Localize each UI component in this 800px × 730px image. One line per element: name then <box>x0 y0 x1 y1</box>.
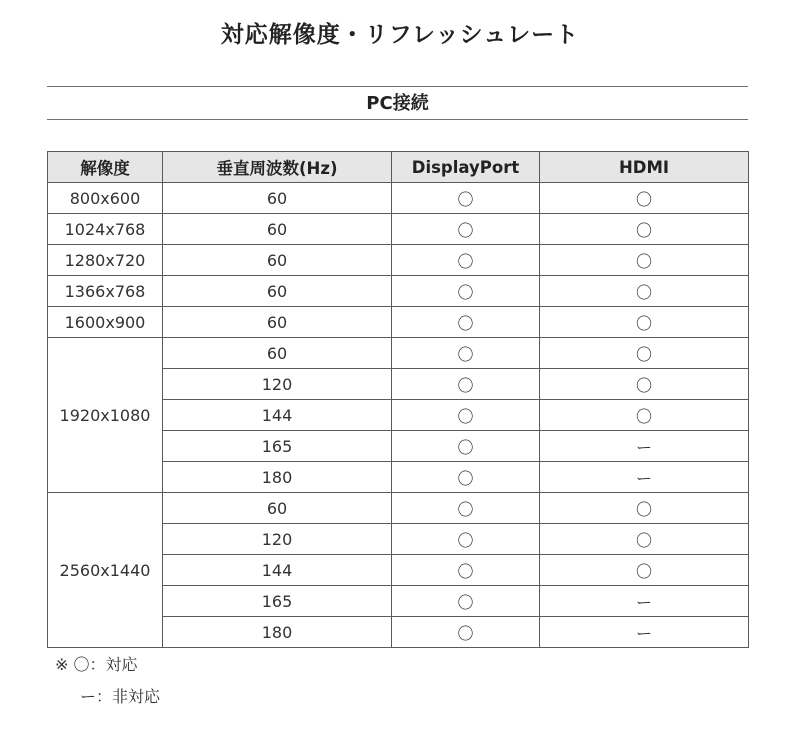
hdmi-support-cell: 〇 <box>540 369 749 400</box>
resolution-cell: 1600x900 <box>48 307 163 338</box>
frequency-cell: 60 <box>163 493 392 524</box>
displayport-support-cell: 〇 <box>392 493 540 524</box>
frequency-cell: 60 <box>163 276 392 307</box>
displayport-support-cell: 〇 <box>392 617 540 648</box>
frequency-cell: 180 <box>163 617 392 648</box>
hdmi-support-cell: 〇 <box>540 276 749 307</box>
hdmi-support-cell: 〇 <box>540 183 749 214</box>
hdmi-support-cell: 〇 <box>540 555 749 586</box>
table-body <box>48 183 749 648</box>
legend-note-unsupported: ー：非対応 <box>80 687 161 706</box>
displayport-support-cell: 〇 <box>392 586 540 617</box>
table-header-row <box>48 152 749 183</box>
displayport-support-cell: 〇 <box>392 183 540 214</box>
resolution-cell: 2560x1440 <box>48 493 163 648</box>
frequency-cell: 165 <box>163 431 392 462</box>
frequency-cell: 60 <box>163 338 392 369</box>
frequency-cell: 120 <box>163 369 392 400</box>
header-hdmi: HDMI <box>540 152 749 183</box>
displayport-support-cell: 〇 <box>392 276 540 307</box>
header-displayport: DisplayPort <box>392 152 540 183</box>
table-row <box>48 338 749 369</box>
hdmi-support-cell: 〇 <box>540 338 749 369</box>
hdmi-support-cell: 〇 <box>540 400 749 431</box>
displayport-support-cell: 〇 <box>392 524 540 555</box>
hdmi-support-cell: ー <box>540 431 749 462</box>
frequency-cell: 120 <box>163 524 392 555</box>
legend-note-supported: ※ 〇：対応 <box>55 655 138 674</box>
hdmi-support-cell: 〇 <box>540 493 749 524</box>
page-title: 対応解像度・リフレッシュレート <box>220 22 580 48</box>
hdmi-support-cell: 〇 <box>540 245 749 276</box>
hdmi-support-cell: 〇 <box>540 307 749 338</box>
displayport-support-cell: 〇 <box>392 462 540 493</box>
resolution-cell: 1024x768 <box>48 214 163 245</box>
table-row <box>48 493 749 524</box>
frequency-cell: 165 <box>163 586 392 617</box>
frequency-cell: 144 <box>163 400 392 431</box>
resolution-cell: 1920x1080 <box>48 338 163 493</box>
displayport-support-cell: 〇 <box>392 369 540 400</box>
displayport-support-cell: 〇 <box>392 307 540 338</box>
resolution-table <box>47 151 749 648</box>
resolution-cell: 1366x768 <box>48 276 163 307</box>
frequency-cell: 60 <box>163 214 392 245</box>
header-resolution: 解像度 <box>48 152 163 183</box>
section-heading: PC接続 <box>47 86 748 120</box>
table-row <box>48 183 749 214</box>
displayport-support-cell: 〇 <box>392 245 540 276</box>
hdmi-support-cell: 〇 <box>540 214 749 245</box>
frequency-cell: 60 <box>163 245 392 276</box>
table-row <box>48 214 749 245</box>
hdmi-support-cell: 〇 <box>540 524 749 555</box>
table-row <box>48 307 749 338</box>
displayport-support-cell: 〇 <box>392 555 540 586</box>
hdmi-support-cell: ー <box>540 617 749 648</box>
header-vertical-frequency: 垂直周波数(Hz) <box>163 152 392 183</box>
table-row <box>48 245 749 276</box>
hdmi-support-cell: ー <box>540 462 749 493</box>
displayport-support-cell: 〇 <box>392 431 540 462</box>
hdmi-support-cell: ー <box>540 586 749 617</box>
frequency-cell: 180 <box>163 462 392 493</box>
displayport-support-cell: 〇 <box>392 338 540 369</box>
resolution-cell: 800x600 <box>48 183 163 214</box>
frequency-cell: 60 <box>163 183 392 214</box>
displayport-support-cell: 〇 <box>392 400 540 431</box>
table-row <box>48 276 749 307</box>
resolution-cell: 1280x720 <box>48 245 163 276</box>
frequency-cell: 144 <box>163 555 392 586</box>
frequency-cell: 60 <box>163 307 392 338</box>
displayport-support-cell: 〇 <box>392 214 540 245</box>
